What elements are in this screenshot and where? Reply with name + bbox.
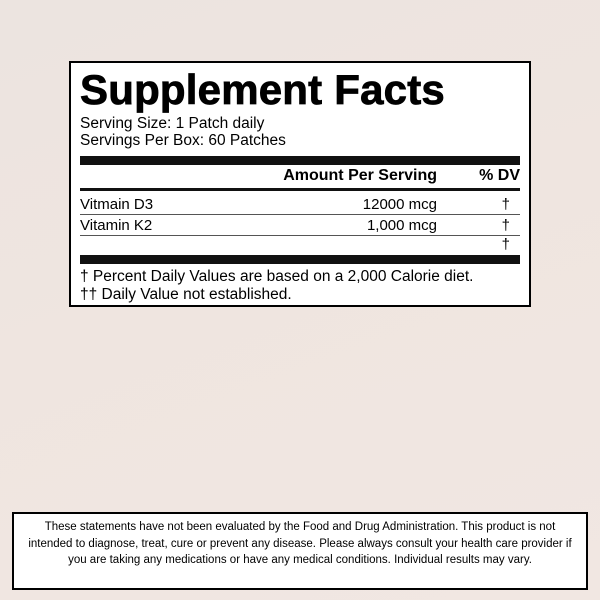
- nutrient-dv: †: [501, 217, 510, 234]
- fda-disclaimer-text: These statements have not been evaluated by the Food and Drug Administration. This product is not intended to diagnose, treat, cure or prevent any disease. Please always consult your health care provider if you are taking any medications or have any medical conditions. Individual results may vary.: [28, 521, 572, 566]
- facts-header-row: [80, 165, 520, 187]
- nutrient-name: Vitmain D3: [80, 196, 154, 213]
- nutrient-name: Vitamin K2: [80, 217, 153, 234]
- bottom-divider: [80, 255, 520, 264]
- supplement-facts-panel: [69, 61, 531, 307]
- extra-dv-row: [80, 236, 520, 254]
- header-divider: [80, 188, 520, 191]
- nutrient-row-vitamin-k2: [80, 215, 520, 236]
- amount-per-serving-header: Amount Per Serving: [283, 167, 437, 184]
- nutrient-amount: 1,000 mcg: [366, 217, 437, 234]
- footnote-not-established: †† Daily Value not established.: [80, 286, 292, 303]
- nutrient-dv: †: [501, 196, 510, 213]
- footnote-daily-values: † Percent Daily Values are based on a 2,000 Calorie diet.: [80, 268, 474, 285]
- daily-value-header: % DV: [479, 167, 520, 184]
- fda-disclaimer-box: [12, 512, 588, 590]
- nutrient-row-vitamin-d3: [80, 194, 520, 215]
- servings-per-box: Servings Per Box: 60 Patches: [80, 132, 286, 149]
- serving-size: Serving Size: 1 Patch daily: [80, 115, 265, 132]
- supplement-facts-title: Supplement Facts: [80, 66, 445, 113]
- thick-divider: [80, 156, 520, 165]
- nutrient-amount: 12000 mcg: [362, 196, 437, 213]
- extra-dv-mark: †: [501, 236, 510, 253]
